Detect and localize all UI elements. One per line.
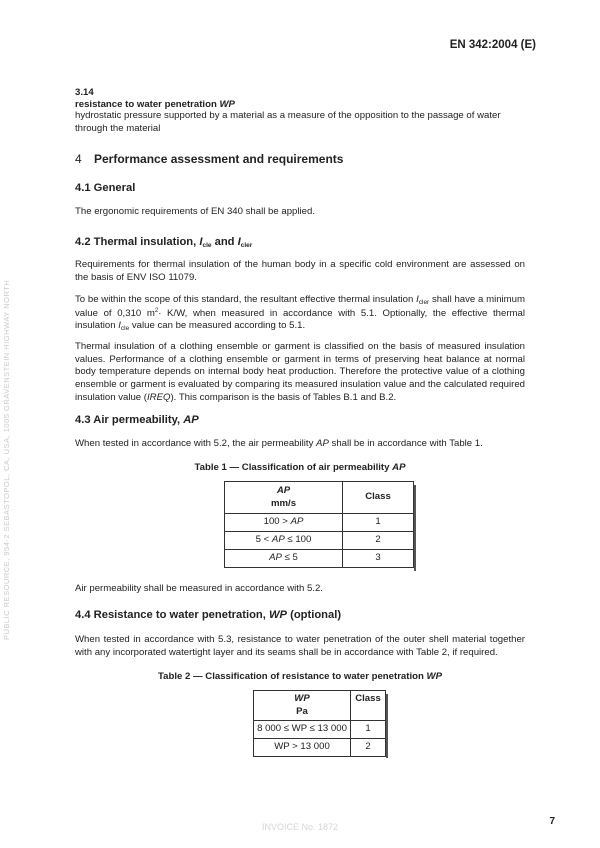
- p2-text-b: shall have a minimum value of 0,310 m: [75, 294, 525, 319]
- section-4-2-heading-prefix: 4.2 Thermal insulation,: [75, 236, 200, 248]
- table-1-range-cell: [225, 532, 343, 550]
- p2-text-d: value can be measured according to 5.1.: [129, 320, 306, 332]
- symbol-i: I: [416, 294, 419, 305]
- table-2-col1-header: [254, 691, 351, 721]
- section-4-2-paragraph-2: [75, 294, 525, 334]
- table-2-shadow: [386, 694, 388, 758]
- p3-ireq: IREQ: [147, 391, 171, 403]
- subscript-cle: cle: [120, 325, 130, 333]
- section-4-3-heading-symbol: AP: [183, 414, 199, 426]
- section-4-4-heading-suffix: (optional): [287, 609, 342, 621]
- table-1-caption-text: Table 1 — Classification of air permeability: [194, 462, 393, 473]
- document-code: EN 342:2004 (E): [449, 39, 536, 51]
- table-1-class-cell: 3: [343, 550, 414, 568]
- symbol-i: I: [237, 236, 241, 248]
- table-2-col2-header: Class: [351, 691, 386, 721]
- table-2-caption-text: Table 2 — Classification of resistance to water penetration: [158, 671, 427, 682]
- section-4-3-paragraph-1: [75, 438, 525, 451]
- section-4-4-heading-prefix: 4.4 Resistance to water penetration,: [75, 609, 269, 621]
- heading-and: and: [211, 236, 238, 248]
- cell-text: ≤ 5: [281, 552, 298, 564]
- subscript-cle: cle: [202, 242, 212, 249]
- cell-symbol: AP: [271, 534, 285, 546]
- definition-text: hydrostatic pressure supported by a material as a measure of the opposition to the passage of water through the material: [75, 110, 501, 134]
- cell-symbol: AP: [290, 516, 304, 528]
- section-4-4-paragraph-1: When tested in accordance with 5.3, resistance to water penetration of the outer shell material together with any incorporated watertight layer and its seams shall be in accordance with Table 2, if required.: [75, 634, 525, 658]
- section-4-3-after-table: Air permeability shall be measured in accordance with 5.2.: [75, 583, 323, 594]
- table-2-class-cell: 1: [351, 721, 386, 739]
- table-2-range-cell: 8 000 ≤ WP ≤ 13 000: [254, 721, 351, 739]
- table-row: [225, 532, 414, 550]
- symbol-i: I: [118, 320, 121, 332]
- table-1-col1-header: [225, 482, 343, 514]
- table-2-caption-symbol: WP: [426, 671, 442, 682]
- section-4-4-heading: [75, 608, 341, 623]
- table-2-col1-symbol: WP: [294, 692, 310, 704]
- cell-symbol: AP: [269, 552, 282, 564]
- table-1-range-cell: [225, 550, 343, 568]
- table-2-header-row: [254, 691, 386, 721]
- table-row: [254, 721, 386, 739]
- table-2-col1-unit: Pa: [296, 705, 308, 717]
- table-1-class-cell: 2: [343, 532, 414, 550]
- section-4-1-heading: 4.1 General: [75, 182, 136, 194]
- invoice-watermark: INVOICE No. 1872: [261, 822, 339, 832]
- section-4-3-heading-prefix: 4.3 Air permeability,: [75, 414, 184, 426]
- definition-term-text: resistance to water penetration: [75, 99, 217, 110]
- section-4-2-paragraph-1: Requirements for thermal insulation of the human body in a specific cold environment are assessed on the basis of ENV ISO 11079.: [75, 259, 525, 283]
- definition-term-symbol: WP: [219, 99, 235, 110]
- p1-text-a: When tested in accordance with 5.2, the air permeability: [75, 438, 317, 449]
- p3-text-b: ). This comparison is the basis of Tables B.1 and B.2.: [170, 391, 397, 403]
- table-1-shadow: [414, 485, 416, 571]
- table-2-caption: [0, 671, 600, 684]
- section-4-2-heading: [75, 235, 252, 251]
- p1-text-b: shall be in accordance with Table 1.: [328, 438, 483, 449]
- table-2-class-cell: 2: [351, 739, 386, 757]
- cell-text: ≤ 100: [284, 534, 312, 546]
- p3-text-a: Thermal insulation of a clothing ensemble or garment is classified on the basis of measured insulation values. Performance of a clothing ensemble or garment in terms of preserving heat balance at normal body temperature depends on internal body heat production. Therefore the protective value of a clothing ensemble or garment is evaluated by comparing its measured insulation value and the calculated required insulation value (: [75, 341, 525, 403]
- section-4-3-heading: [75, 413, 199, 428]
- section-4-title: Performance assessment and requirements: [94, 152, 344, 166]
- p2-text-a: To be within the scope of this standard, the resultant effective thermal insulation: [75, 294, 417, 305]
- table-1-col2-header: Class: [343, 482, 414, 514]
- section-4-heading: [75, 152, 343, 168]
- definition-number: 3.14: [75, 87, 94, 98]
- table-1-col1-unit: mm/s: [270, 497, 297, 509]
- page-number: 7: [549, 816, 555, 827]
- subscript-cler: cler: [240, 242, 253, 249]
- table-row: [225, 550, 414, 568]
- p2-superscript: 2: [154, 307, 159, 314]
- table-1-col1-symbol: AP: [276, 484, 291, 496]
- section-4-number: 4: [75, 152, 82, 166]
- table-1: [224, 481, 414, 568]
- table-2-range-cell: WP > 13 000: [254, 739, 351, 757]
- section-4-2-paragraph-3: [75, 341, 525, 404]
- table-2: [253, 690, 386, 757]
- table-1-class-cell: 1: [343, 514, 414, 532]
- table-1-range-cell: [225, 514, 343, 532]
- symbol-i: I: [199, 236, 203, 248]
- table-1-header-row: [225, 482, 414, 514]
- section-4-1-text: The ergonomic requirements of EN 340 shall be applied.: [75, 206, 315, 217]
- cell-text: 100 >: [263, 516, 291, 528]
- p1-symbol: AP: [316, 438, 329, 449]
- side-watermark: PUBLIC RESOURCE, 954-2 SEBASTOPOL, CA, USA, 1005 GRAVENSTEIN HIGHWAY NORTH: [2, 279, 11, 640]
- table-1-caption-symbol: AP: [392, 462, 406, 473]
- table-row: [225, 514, 414, 532]
- p2-text-c: · K/W, when measured in accordance with 5.1. Optionally, the effective thermal insulation: [75, 307, 525, 332]
- section-4-4-heading-symbol: WP: [268, 609, 288, 621]
- table-1-caption: [0, 462, 600, 475]
- cell-text: 5 <: [255, 534, 272, 546]
- table-row: [254, 739, 386, 757]
- subscript-cler: cler: [418, 299, 430, 306]
